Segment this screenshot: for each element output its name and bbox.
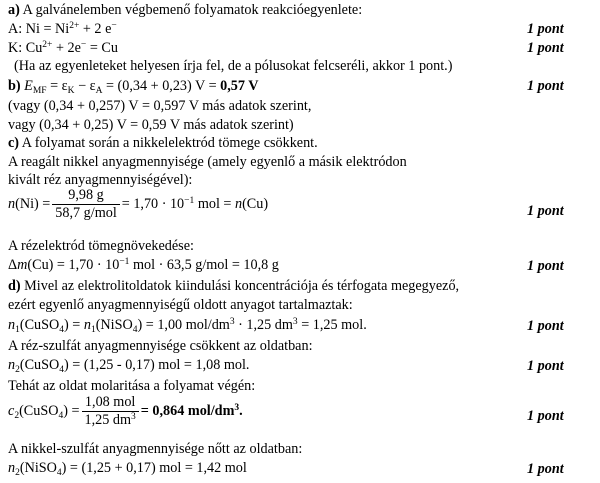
copper-mass-points: 1 pont xyxy=(527,258,564,274)
nickel-amount-equation: n(Ni) = $\frac{9,98 g}{\text{58,7 g/mol}}$ = $1,70 \cdot 10^{-1}$ mol = n(Cu) xyxy=(8,187,269,221)
copper-mass-heading: A rézelektród tömegnövekedése: xyxy=(8,238,194,254)
anode-equation: A: $Ni = Ni^{2+} + 2$ e− xyxy=(8,21,117,37)
cathode-equation: K: $Cu^{2+} + 2e^- = Cu$ xyxy=(8,40,118,56)
pole-swap-note: (Ha az egyenleteket helyesen írja fel, de a pólusokat felcseréli, akkor 1 pont.) xyxy=(14,58,453,74)
copper-mass-equation: $\Delta m(Cu) = 1,70 \cdot 10^{-1}$ mol · 63,5 g/mol = 10,8 g xyxy=(8,257,279,273)
emf-alternative-1: (vagy (0,34 + 0,257) V = 0,597 V más adatok szerint, xyxy=(8,98,312,114)
section-c-heading: c) A folyamat során a nikkelelektród tömege csökkent. xyxy=(8,135,318,151)
anode-points: 1 pont xyxy=(527,21,564,37)
initial-amount-equation: $n_1(CuSO_4)$ = $n_1(NiSO_4) = 1,00$ mol/$dm^3 \cdot 1,25$ $dm^3 = 1,25$ mol. xyxy=(8,317,367,335)
molarity-points: 1 pont xyxy=(527,408,564,424)
molarity-equation: $c_2(CuSO_4)$ = $\frac{\text{1,08 mol}}{1,25 dm^3}$ = 0,864 mol/$dm^3$. xyxy=(8,394,243,428)
emf-alternative-2: vagy (0,34 + 0,25) V = 0,59 V más adatok szerint) xyxy=(8,117,294,133)
initial-amount-points: 1 pont xyxy=(527,318,564,334)
section-a-heading: a) A galvánelemben végbemenő folyamatok reakcióegyenlete: xyxy=(8,2,363,18)
nickel-amount-text-1: A reagált nikkel anyagmennyisége (amely egyenlő a másik elektródon xyxy=(8,154,407,170)
nickel-amount-points: 1 pont xyxy=(527,203,564,219)
cuso4-amount-points: 1 pont xyxy=(527,358,564,374)
nickel-fraction: $\frac{9,98 g}{\text{58,7 g/mol}}$ xyxy=(52,188,119,221)
section-d-text-2: ezért egyenlő anyagmennyiségű oldott anyagot tartalmaztak: xyxy=(8,297,353,313)
emf-equation: b) $E_{MF} = \varepsilon_K - \varepsilon_A = (0,34 + 0,23) V = 0,57$ V xyxy=(8,78,259,96)
niso4-amount-points: 1 pont xyxy=(527,461,564,477)
section-d-heading: d) Mivel az elektrolitoldatok kiindulási koncentrációja és térfogata megegyező, xyxy=(8,278,460,294)
molarity-fraction: $\frac{\text{1,08 mol}}{1,25 dm^3}$ xyxy=(82,395,139,428)
molarity-heading: Tehát az oldat molaritása a folyamat végén: xyxy=(8,378,256,394)
niso4-amount-equation: $n_2(NiSO_4) = (1,25 + 0,17)$ mol = 1,42 mol xyxy=(8,460,247,478)
niso4-heading: A nikkel-szulfát anyagmennyisége nőtt az oldatban: xyxy=(8,441,303,457)
cathode-points: 1 pont xyxy=(527,40,564,56)
nickel-amount-text-2: kivált réz anyagmennyiségével): xyxy=(8,172,193,188)
emf-points: 1 pont xyxy=(527,78,564,94)
cuso4-amount-equation: $n_2(CuSO_4) = (1,25 - 0,17)$ mol = 1,08 mol. xyxy=(8,357,250,375)
cuso4-heading: A réz-szulfát anyagmennyisége csökkent az oldatban: xyxy=(8,338,313,354)
